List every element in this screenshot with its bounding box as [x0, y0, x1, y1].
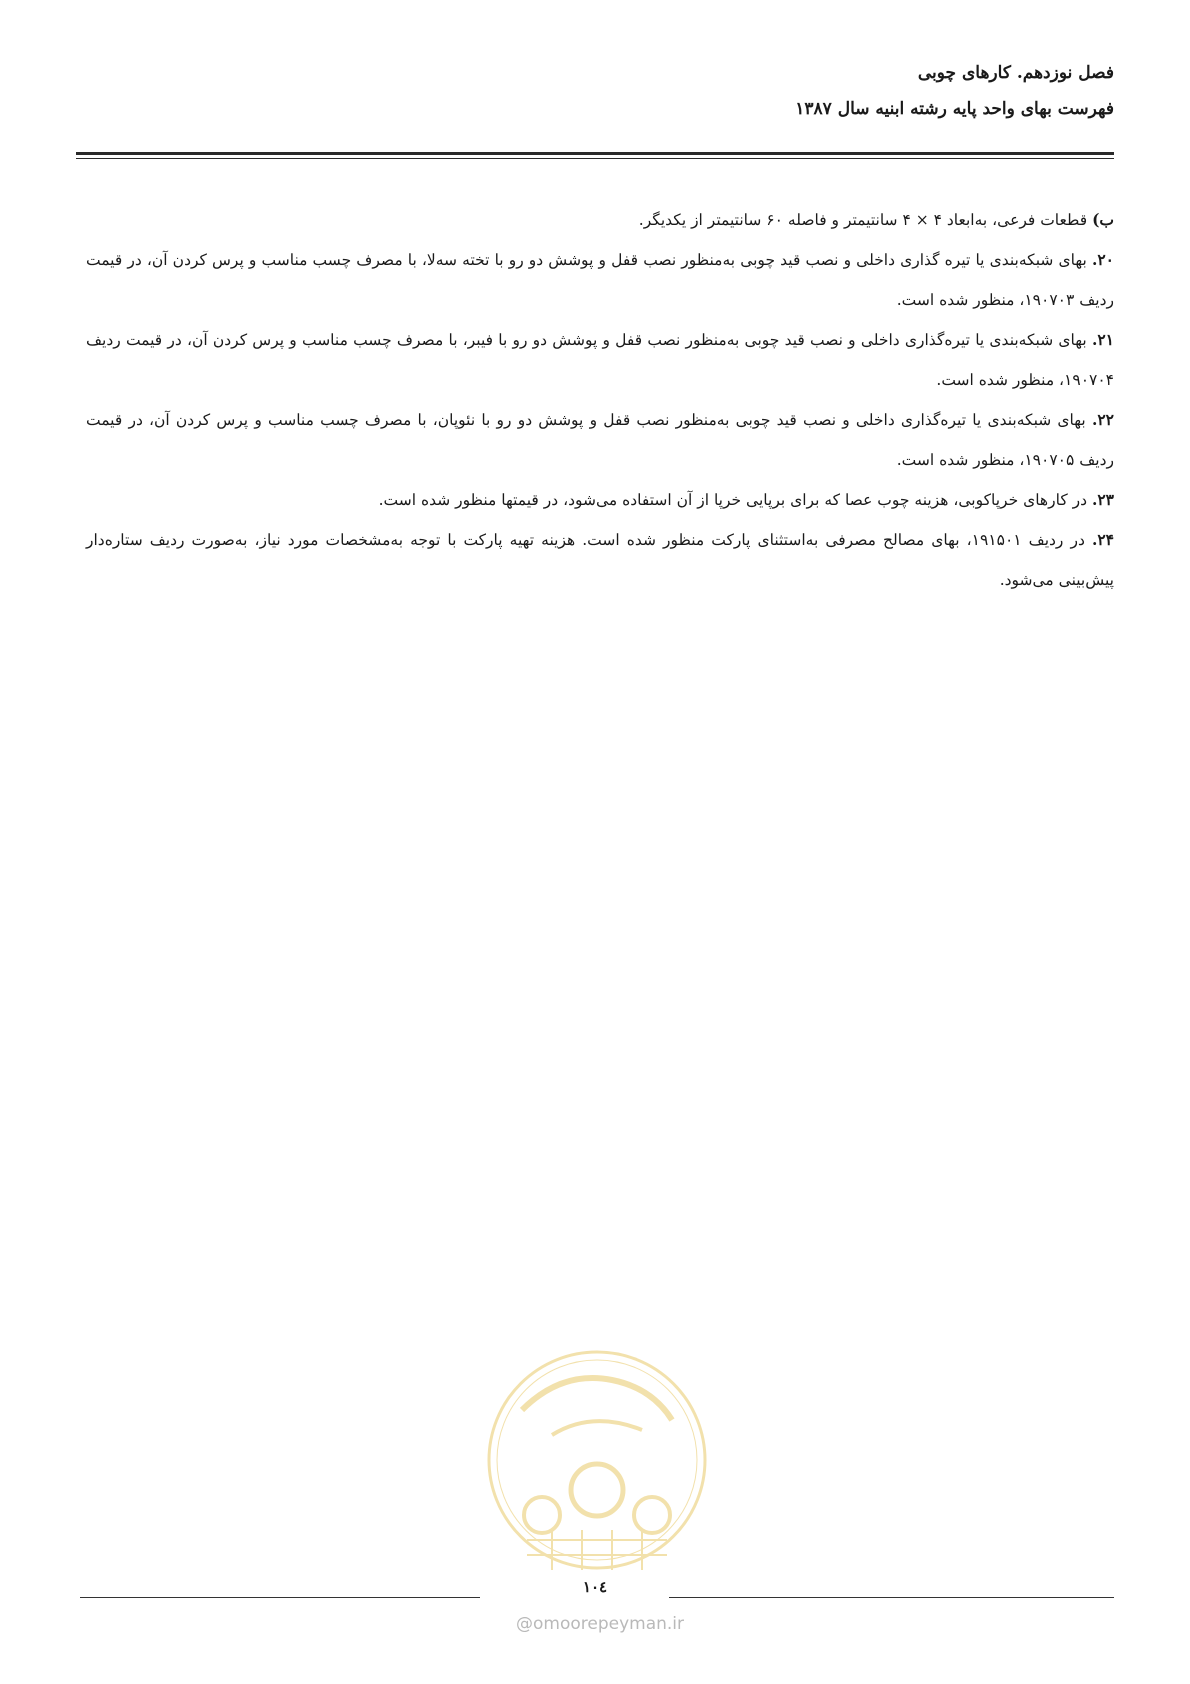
footer-rule-right	[669, 1597, 1114, 1598]
paragraph-number: ۲۰.	[1091, 250, 1114, 269]
paragraph-text: بهای شبکه‌بندی یا تیره‌گذاری داخلی و نصب قید چوبی به‌منظور نصب قفل و پوشش دو رو با نئوپان، با مصرف چسب مناسب و پرس کردن آن، در قیمت ردیف ۱۹۰۷۰۵، منظور شده است.	[86, 411, 1114, 469]
document-subtitle: فهرست بهای واحد پایه رشته ابنیه سال ۱۳۸۷	[795, 99, 1114, 119]
paragraph-24	[86, 520, 1114, 600]
paragraph-number: ۲۳.	[1091, 490, 1114, 509]
paragraph-20	[86, 240, 1114, 320]
paragraph-text: بهای شبکه‌بندی یا تیره‌گذاری داخلی و نصب قید چوبی به‌منظور نصب قفل و پوشش دو رو با فیبر، با مصرف چسب مناسب و پرس کردن آن، در قیمت ردیف ۱۹۰۷۰۴، منظور شده است.	[86, 331, 1114, 389]
paragraph-22	[86, 400, 1114, 480]
paragraph-text: قطعات فرعی، به‌ابعاد ۴ × ۴ سانتیمتر و فاصله ۶۰ سانتیمتر از یکدیگر.	[638, 211, 1093, 229]
chapter-title: فصل نوزدهم. کارهای چوبی	[917, 63, 1114, 83]
page-header	[76, 58, 1114, 126]
paragraph-number: ۲۱.	[1091, 330, 1114, 349]
paragraph-number: ب)	[1092, 210, 1114, 229]
footer-rule-left	[80, 1597, 480, 1598]
paragraph-number: ۲۲.	[1091, 410, 1114, 429]
paragraph-b	[86, 200, 1114, 240]
body-text	[86, 200, 1114, 600]
paragraph-text: در ردیف ۱۹۱۵۰۱، بهای مصالح مصرفی به‌استثنای پارکت منظور شده است. هزینه تهیه پارکت با توجه به‌مشخصات مورد نیاز، به‌صورت ردیف ستاره‌دار پیش‌بینی می‌شود.	[86, 531, 1114, 589]
site-watermark: @omoorepeyman.ir	[515, 1614, 685, 1634]
page-number: ۱۰٤	[582, 1578, 608, 1596]
paragraph-21	[86, 320, 1114, 400]
watermark-logo-icon	[482, 1340, 712, 1580]
paragraph-number: ۲۴.	[1091, 530, 1114, 549]
header-rule-thin	[76, 158, 1114, 159]
header-rule-thick	[76, 152, 1114, 155]
paragraph-23	[86, 480, 1114, 520]
paragraph-text: در کارهای خرپاکوبی، هزینه چوب عصا که برای برپایی خرپا از آن استفاده می‌شود، در قیمتها منظور شده است.	[378, 491, 1092, 509]
paragraph-text: بهای شبکه‌بندی یا تیره گذاری داخلی و نصب قید چوبی به‌منظور نصب قفل و پوشش دو رو با تخته سه‌لا، با مصرف چسب مناسب و پرس کردن آن، در قیمت ردیف ۱۹۰۷۰۳، منظور شده است.	[86, 251, 1114, 309]
